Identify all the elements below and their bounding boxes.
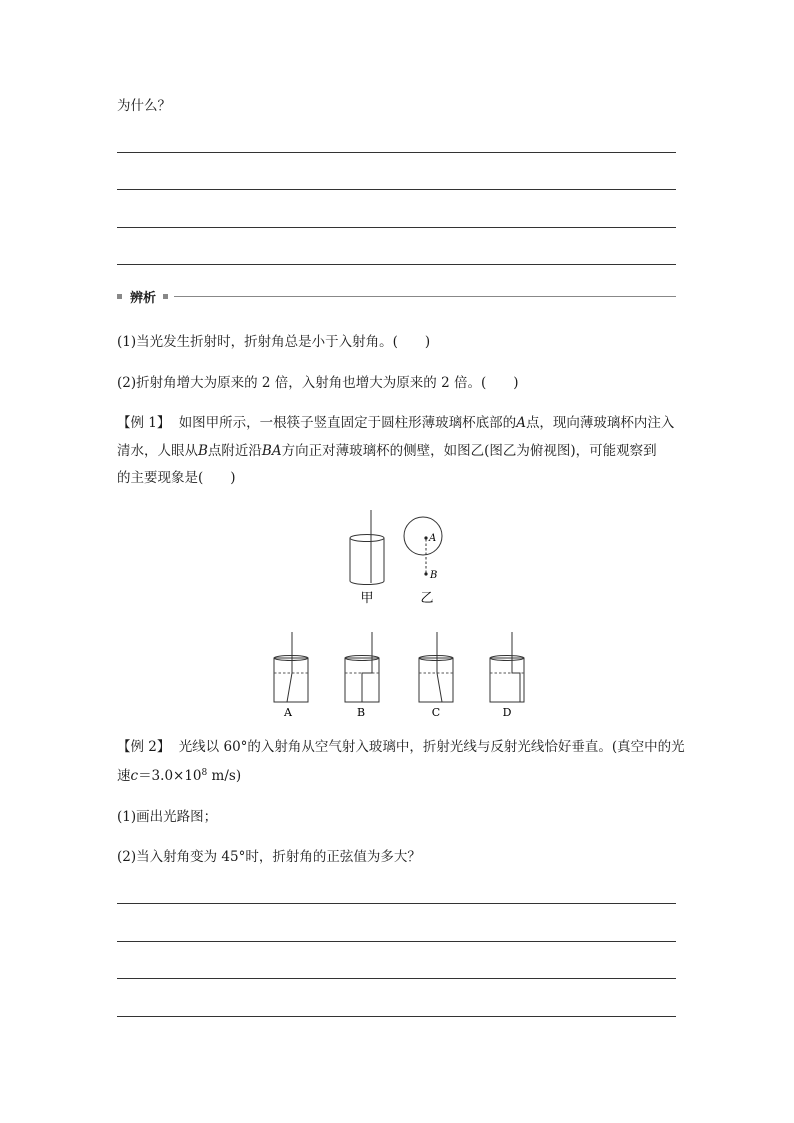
figure-jia-yi xyxy=(330,505,470,610)
glass-top-view xyxy=(404,517,442,576)
example1-line2: 清水，人眼从B点附近沿BA方向正对薄玻璃杯的侧壁，如图乙(图乙为俯视图)，可能观察到 xyxy=(117,443,657,459)
direction-ba-ref: BA xyxy=(261,443,282,459)
option-a-label: A xyxy=(284,706,292,719)
answer-line xyxy=(117,978,676,979)
example2-line1: 【例 2】 光线以 60°的入射角从空气射入玻璃中，折射光线与反射光线恰好垂直。(真空中的光 xyxy=(117,739,685,755)
section-header xyxy=(117,289,676,305)
speed-of-light-symbol: c xyxy=(130,768,139,784)
glass-side-view xyxy=(350,510,384,584)
option-d-label: D xyxy=(502,706,512,719)
exponent: 8 xyxy=(201,768,208,778)
option-d-glass xyxy=(490,632,524,702)
judgement-1: (1)当光发生折射时，折射角总是小于入射角。( ) xyxy=(117,334,431,350)
answer-line xyxy=(117,189,676,190)
judgement-2: (2)折射角增大为原来的 2 倍，入射角也增大为原来的 2 倍。( ) xyxy=(117,375,519,391)
option-b-label: B xyxy=(356,706,366,719)
example1-line1: 【例 1】 如图甲所示，一根筷子竖直固定于圆柱形薄玻璃杯底部的A点，现向薄玻璃杯内注入 xyxy=(117,415,675,431)
options-figure xyxy=(262,630,542,720)
example1-line3: 的主要现象是( ) xyxy=(117,470,236,486)
square-bullet-icon xyxy=(163,294,168,299)
option-c-label: C xyxy=(431,706,441,719)
section-divider xyxy=(174,296,676,297)
answer-line xyxy=(117,152,676,153)
example1-label: 【例 1】 xyxy=(117,415,171,431)
example2-line2: 速$c=3.0\times 10^8$ m/s) xyxy=(117,768,242,784)
answer-line xyxy=(117,941,676,942)
example2-question-2: (2)当入射角变为 45°时，折射角的正弦值为多大？ xyxy=(117,849,421,865)
answer-line xyxy=(117,227,676,228)
section-title: 辨析 xyxy=(130,291,157,306)
label-yi: 乙 xyxy=(420,591,434,606)
option-a-glass xyxy=(274,632,308,702)
point-b-ref: B xyxy=(198,443,208,459)
label-point-b: B xyxy=(430,570,438,581)
label-point-a: A xyxy=(429,533,437,544)
point-a-ref: A xyxy=(516,415,526,431)
example2-label: 【例 2】 xyxy=(117,739,171,755)
answer-line xyxy=(117,903,676,904)
example2-question-1: (1)画出光路图； xyxy=(117,809,218,825)
option-b-glass xyxy=(345,632,379,702)
option-c-glass xyxy=(419,632,453,702)
square-bullet-icon xyxy=(117,294,122,299)
label-jia: 甲 xyxy=(360,591,374,606)
answer-line xyxy=(117,1016,676,1017)
intro-line: 为什么？ xyxy=(117,98,171,114)
answer-line xyxy=(117,264,676,265)
